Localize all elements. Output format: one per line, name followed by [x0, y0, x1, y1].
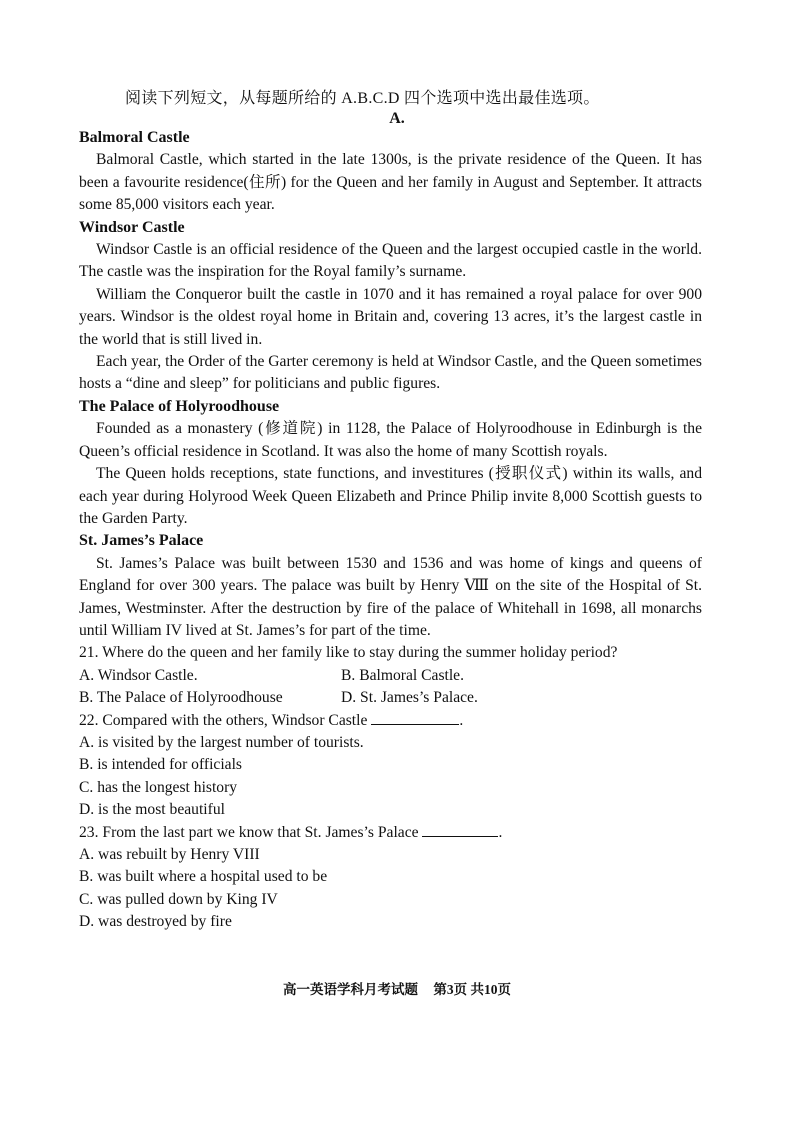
paragraph: St. James’s Palace was built between 1530 and 1536 and was home of kings and queens of England for over 300 years. The palace was built by Henry Ⅷ on the site of the Hospital of St. James, Westminster. After the destruction by fire of the palace of Whitehall in 1698, all monarchs until William IV lived at St. James’s for part of the time.	[79, 554, 702, 639]
part-label: A.	[389, 110, 405, 127]
option-a: A. Windsor Castle.	[79, 666, 198, 684]
section-heading: St. James’s Palace	[79, 532, 204, 550]
option-c: C. was pulled down by King IV	[79, 890, 278, 908]
question-stem-line	[79, 710, 702, 732]
paragraph: Windsor Castle is an official residence of the Queen and the largest occupied castle in the world. The castle was the inspiration for the Royal family’s surname.	[79, 241, 702, 281]
option-row	[79, 687, 702, 709]
option-b: B. was built where a hospital used to be	[79, 868, 328, 886]
reading-passage	[79, 127, 702, 934]
option-d: D. is the most beautiful	[79, 801, 225, 819]
option-a: A. was rebuilt by Henry VIII	[79, 846, 260, 863]
stem-end: .	[498, 823, 503, 841]
footer-title: 高一英语学科月考试题	[283, 982, 418, 997]
question-stem: 22. Compared with the others, Windsor Castle	[79, 711, 368, 729]
section-balmoral	[79, 127, 702, 217]
section-heading: The Palace of Holyroodhouse	[79, 397, 280, 415]
paragraph: The Queen holds receptions, state functions, and investitures (授职仪式) within its walls, and each year during Holyrood Week Queen Elizabeth and Prince Philip invite 8,000 Scottish guests to the Garden Party.	[79, 465, 702, 527]
paragraph: Balmoral Castle, which started in the late 1300s, is the private residence of the Queen. It has been a favourite residence(住所) for the Queen and her family in August and September. It attracts some 85,000 visitors each year.	[79, 151, 702, 214]
question-22	[79, 710, 702, 822]
question-stem: 23. From the last part we know that St. James’s Palace	[79, 823, 419, 841]
page-footer	[0, 978, 794, 998]
stem-end: .	[459, 711, 464, 729]
section-holyroodhouse	[79, 396, 702, 530]
option-b: B. Balmoral Castle.	[341, 666, 464, 684]
option-row	[79, 665, 702, 687]
option-c: C. has the longest history	[79, 778, 238, 796]
paragraph: Each year, the Order of the Garter ceremony is held at Windsor Castle, and the Queen sometimes hosts a “dine and sleep” for politicians and public figures.	[79, 353, 702, 393]
instruction: 阅读下列短文，从每题所给的 A.B.C.D 四个选项中选出最佳选项。	[125, 90, 600, 107]
question-23	[79, 822, 702, 934]
question-stem-line	[79, 822, 702, 844]
option-d: D. was destroyed by fire	[79, 913, 232, 931]
paragraph: Founded as a monastery (修道院) in 1128, the Palace of Holyroodhouse in Edinburgh is the Queen’s official residence in Scotland. It was also the home of many Scottish royals.	[79, 420, 702, 460]
section-heading: Balmoral Castle	[79, 129, 190, 146]
section-heading: Windsor Castle	[79, 218, 185, 236]
question-stem: 21. Where do the queen and her family like to stay during the summer holiday period?	[79, 644, 618, 662]
section-windsor	[79, 217, 702, 396]
option-b: B. is intended for officials	[79, 756, 242, 774]
question-21	[79, 642, 702, 709]
answer-blank	[422, 822, 498, 837]
section-st-james	[79, 530, 702, 642]
option-a: A. is visited by the largest number of tourists.	[79, 733, 364, 751]
answer-blank	[371, 710, 459, 725]
option-d: D. St. James’s Palace.	[341, 689, 478, 707]
option-c: B. The Palace of Holyroodhouse	[79, 689, 283, 707]
footer-page-number: 第3页 共10页	[433, 982, 511, 997]
paragraph: William the Conqueror built the castle in 1070 and it has remained a royal palace for over 900 years. Windsor is the oldest royal home in Britain and, covering 13 acres, it’s the largest castle in the world that is still lived in.	[79, 285, 702, 348]
